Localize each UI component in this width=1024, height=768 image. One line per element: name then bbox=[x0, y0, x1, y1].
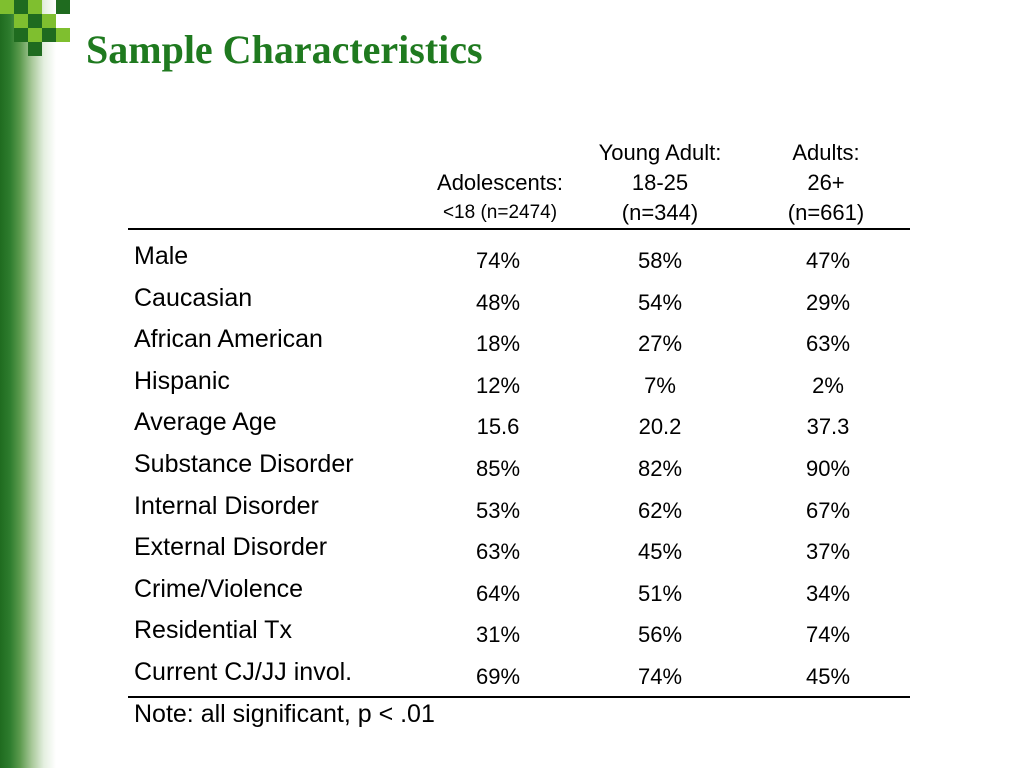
cell-adults: 45% bbox=[805, 663, 851, 689]
row-label: External Disorder bbox=[134, 533, 328, 562]
column-header-line: Adolescents: bbox=[437, 170, 563, 195]
column-header-line: Young Adult: bbox=[598, 140, 722, 165]
table-header bbox=[128, 140, 910, 230]
row-label: Internal Disorder bbox=[134, 491, 319, 520]
checker-square bbox=[28, 14, 42, 28]
table-row bbox=[128, 571, 910, 613]
cell-young-adult: 74% bbox=[637, 663, 683, 689]
column-header-line: 18-25 bbox=[631, 170, 689, 195]
column-header-line: Adults: bbox=[792, 140, 860, 165]
column-header-line: (n=344) bbox=[621, 200, 699, 225]
column-header-line: <18 (n=2474) bbox=[442, 202, 558, 223]
cell-young-adult: 45% bbox=[637, 539, 683, 565]
cell-adolescents: 18% bbox=[475, 331, 521, 357]
row-label: Male bbox=[134, 242, 189, 270]
table-row bbox=[128, 363, 910, 405]
cell-young-adult: 7% bbox=[644, 372, 676, 398]
cell-adults: 74% bbox=[805, 622, 851, 648]
table-body bbox=[128, 230, 910, 698]
cell-adults: 37.3 bbox=[806, 414, 850, 440]
cell-adults: 29% bbox=[805, 289, 851, 315]
column-header-adults bbox=[760, 138, 892, 228]
cell-adolescents: 15.6 bbox=[476, 414, 520, 440]
cell-young-adult: 27% bbox=[637, 331, 683, 357]
cell-adolescents: 12% bbox=[475, 372, 521, 398]
slide-title: Sample Characteristics bbox=[86, 27, 483, 72]
side-gradient-strip bbox=[0, 0, 56, 768]
row-label: Current CJ/JJ invol. bbox=[134, 657, 353, 686]
characteristics-table bbox=[128, 140, 910, 698]
row-label: Hispanic bbox=[134, 366, 230, 395]
checker-square bbox=[28, 0, 42, 14]
row-label: Substance Disorder bbox=[134, 449, 354, 478]
cell-adults: 2% bbox=[812, 372, 844, 398]
column-header-adolescents bbox=[416, 168, 584, 228]
checker-square bbox=[14, 0, 28, 14]
table-row bbox=[128, 612, 910, 654]
table-row bbox=[128, 654, 910, 696]
column-header-line: (n=661) bbox=[787, 200, 865, 225]
table-row bbox=[128, 238, 910, 280]
row-label: Crime/Violence bbox=[134, 574, 304, 603]
cell-adolescents: 48% bbox=[475, 289, 521, 315]
cell-young-adult: 82% bbox=[637, 455, 683, 481]
row-label: Caucasian bbox=[134, 283, 253, 312]
cell-adolescents: 31% bbox=[475, 622, 521, 648]
column-header-young-adult bbox=[580, 138, 740, 228]
checker-square bbox=[56, 28, 70, 42]
cell-adults: 47% bbox=[805, 248, 851, 273]
cell-young-adult: 62% bbox=[637, 497, 683, 523]
checker-square bbox=[42, 28, 56, 42]
table-row bbox=[128, 321, 910, 363]
checker-square bbox=[14, 14, 28, 28]
cell-adults: 90% bbox=[805, 455, 851, 481]
table-row bbox=[128, 280, 910, 322]
row-label: Residential Tx bbox=[134, 616, 292, 645]
cell-adolescents: 64% bbox=[475, 580, 521, 606]
cell-adolescents: 74% bbox=[475, 248, 521, 273]
checker-square bbox=[28, 42, 42, 56]
checker-square bbox=[14, 28, 28, 42]
table-row bbox=[128, 446, 910, 488]
checker-square bbox=[56, 0, 70, 14]
table-row bbox=[128, 404, 910, 446]
cell-adolescents: 63% bbox=[475, 539, 521, 565]
cell-adults: 63% bbox=[805, 331, 851, 357]
cell-adults: 34% bbox=[805, 580, 851, 606]
cell-adults: 37% bbox=[805, 539, 851, 565]
cell-young-adult: 56% bbox=[637, 622, 683, 648]
cell-adolescents: 85% bbox=[475, 455, 521, 481]
cell-young-adult: 54% bbox=[637, 289, 683, 315]
cell-young-adult: 51% bbox=[637, 580, 683, 606]
row-label: African American bbox=[134, 325, 323, 354]
cell-adolescents: 53% bbox=[475, 497, 521, 523]
cell-young-adult: 20.2 bbox=[638, 414, 682, 440]
checker-square bbox=[28, 28, 42, 42]
table-row bbox=[128, 488, 910, 530]
row-label: Average Age bbox=[134, 408, 277, 437]
cell-adults: 67% bbox=[805, 497, 851, 523]
checker-square bbox=[0, 0, 14, 14]
cell-young-adult: 58% bbox=[637, 248, 683, 273]
cell-adolescents: 69% bbox=[475, 663, 521, 689]
table-note: Note: all significant, p < .01 bbox=[134, 700, 435, 728]
checker-square bbox=[42, 14, 56, 28]
table-row bbox=[128, 529, 910, 571]
column-header-line: 26+ bbox=[807, 170, 845, 195]
checker-decoration bbox=[0, 0, 90, 70]
